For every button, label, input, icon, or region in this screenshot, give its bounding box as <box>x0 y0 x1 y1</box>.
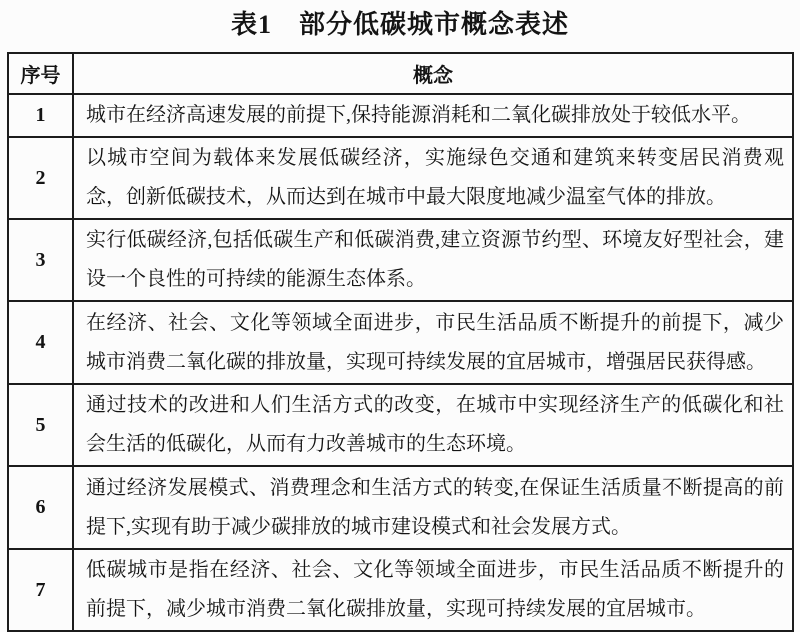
row-index-cell: 3 <box>8 219 73 301</box>
row-concept-cell: 在经济、社会、文化等领域全面进步，市民生活品质不断提升的前提下，减少城市消费二氧化碳的排放量，实现可持续发展的宜居城市，增强居民获得感。 <box>73 301 793 384</box>
row-concept-cell: 低碳城市是指在经济、社会、文化等领域全面进步，市民生活品质不断提升的前提下，减少城市消费二氧化碳排放量，实现可持续发展的宜居城市。 <box>73 549 793 631</box>
row-concept-cell: 通过技术的改进和人们生活方式的改变，在城市中实现经济生产的低碳化和社会生活的低碳化，从而有力改善城市的生态环境。 <box>73 384 793 466</box>
table-title: 表1 部分低碳城市概念表述 <box>230 10 569 39</box>
row-concept-cell: 实行低碳经济,包括低碳生产和低碳消费,建立资源节约型、环境友好型社会，建设一个良性的可持续的能源生态体系。 <box>73 219 793 301</box>
table-row <box>8 137 793 219</box>
table-row <box>8 301 793 384</box>
header-row <box>8 53 793 94</box>
table-row <box>8 466 793 549</box>
row-index-cell: 7 <box>8 549 73 631</box>
table-row <box>8 94 793 137</box>
row-concept-cell: 以城市空间为载体来发展低碳经济，实施绿色交通和建筑来转变居民消费观念，创新低碳技术，从而达到在城市中最大限度地减少温室气体的排放。 <box>73 137 793 219</box>
table-row <box>8 384 793 466</box>
row-index-cell: 2 <box>8 137 73 219</box>
table-row <box>8 549 793 631</box>
row-index-cell: 1 <box>8 94 73 137</box>
table-row <box>8 219 793 301</box>
row-concept-cell: 城市在经济高速发展的前提下,保持能源消耗和二氧化碳排放处于较低水平。 <box>73 94 793 137</box>
row-index-cell: 4 <box>8 301 73 384</box>
row-concept-cell: 通过经济发展模式、消费理念和生活方式的转变,在保证生活质量不断提高的前提下,实现有助于减少碳排放的城市建设模式和社会发展方式。 <box>73 466 793 549</box>
concept-table <box>7 52 794 632</box>
row-index-cell: 6 <box>8 466 73 549</box>
row-index-cell: 5 <box>8 384 73 466</box>
header-index-cell: 序号 <box>8 53 73 94</box>
header-concept-cell: 概念 <box>73 53 793 94</box>
